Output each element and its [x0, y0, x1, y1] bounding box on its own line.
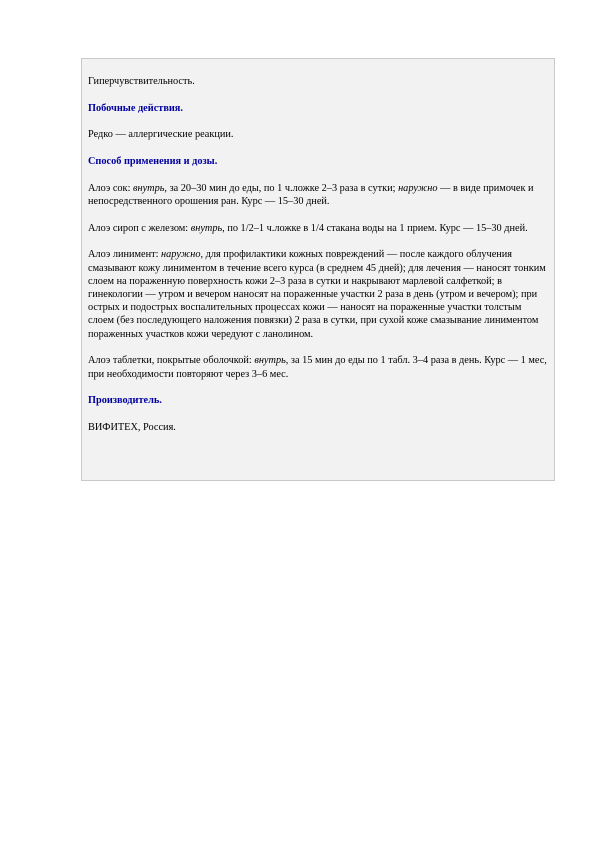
usage-tablets-paragraph — [88, 354, 548, 380]
side-effects-heading: Побочные действия. — [88, 102, 183, 114]
tablets-label: Алоэ таблетки, покрытые оболочкой: — [88, 355, 255, 367]
liniment-label: Алоэ линимент: — [88, 249, 162, 261]
syrup-route-oral: внутрь — [190, 222, 223, 234]
usage-juice-paragraph — [88, 182, 548, 208]
juice-label: Алоэ сок: — [88, 182, 133, 194]
juice-oral-dose: , за 20–30 мин до еды, по 1 ч.ложке 2–3 раза в сутки; — [164, 182, 399, 194]
juice-external-dose: — в виде примочек и непосредственного орошения ран. Курс — 15–30 дней. — [88, 182, 534, 208]
manufacturer-heading: Производитель. — [88, 395, 162, 407]
usage-syrup-paragraph — [88, 222, 548, 235]
side-effects-text: Редко — аллергические реакции. — [88, 129, 234, 141]
drug-info-box — [81, 58, 555, 481]
syrup-label: Алоэ сироп с железом: — [88, 222, 191, 234]
manufacturer-text: ВИФИТЕХ, Россия. — [88, 421, 176, 433]
tablets-dose: , за 15 мин до еды по 1 табл. 3–4 раза в день. Курс — 1 мес, при необходимости повторяют через 3–6 мес. — [88, 355, 547, 380]
tablets-route-oral: внутрь — [254, 355, 286, 367]
usage-liniment-paragraph — [88, 248, 548, 340]
contraindications-text: Гиперчувствительность. — [88, 76, 195, 87]
usage-heading: Способ применения и дозы. — [88, 156, 218, 168]
liniment-dose: , для профилактики кожных повреждений — после каждого облучения смазывают кожу линиментом в течение всего курса (в среднем 45 дней); для лечения — наносят тонким слоем на пораженную поверхность кожи 2–3 раза в сутки и накрывают марлевой салфеткой; в гинекологии — утром и вечером наносят на пораженные участки 2 раза в день (утром и вечером); при острых и подострых воспалительных процессах кожи — наносят на пораженные участки толстым слоем (без последующего наложения повязки) 2 раза в сутки, при сухой коже смазывание линиментом пораженных участков кожи чередуют с ланолином. — [88, 249, 546, 340]
liniment-route-external: наружно — [161, 249, 201, 261]
juice-route-oral: внутрь — [133, 182, 165, 194]
syrup-dose: , по 1/2–1 ч.ложке в 1/4 стакана воды на 1 прием. Курс — 15–30 дней. — [222, 222, 528, 234]
juice-route-external: наружно — [398, 182, 438, 194]
